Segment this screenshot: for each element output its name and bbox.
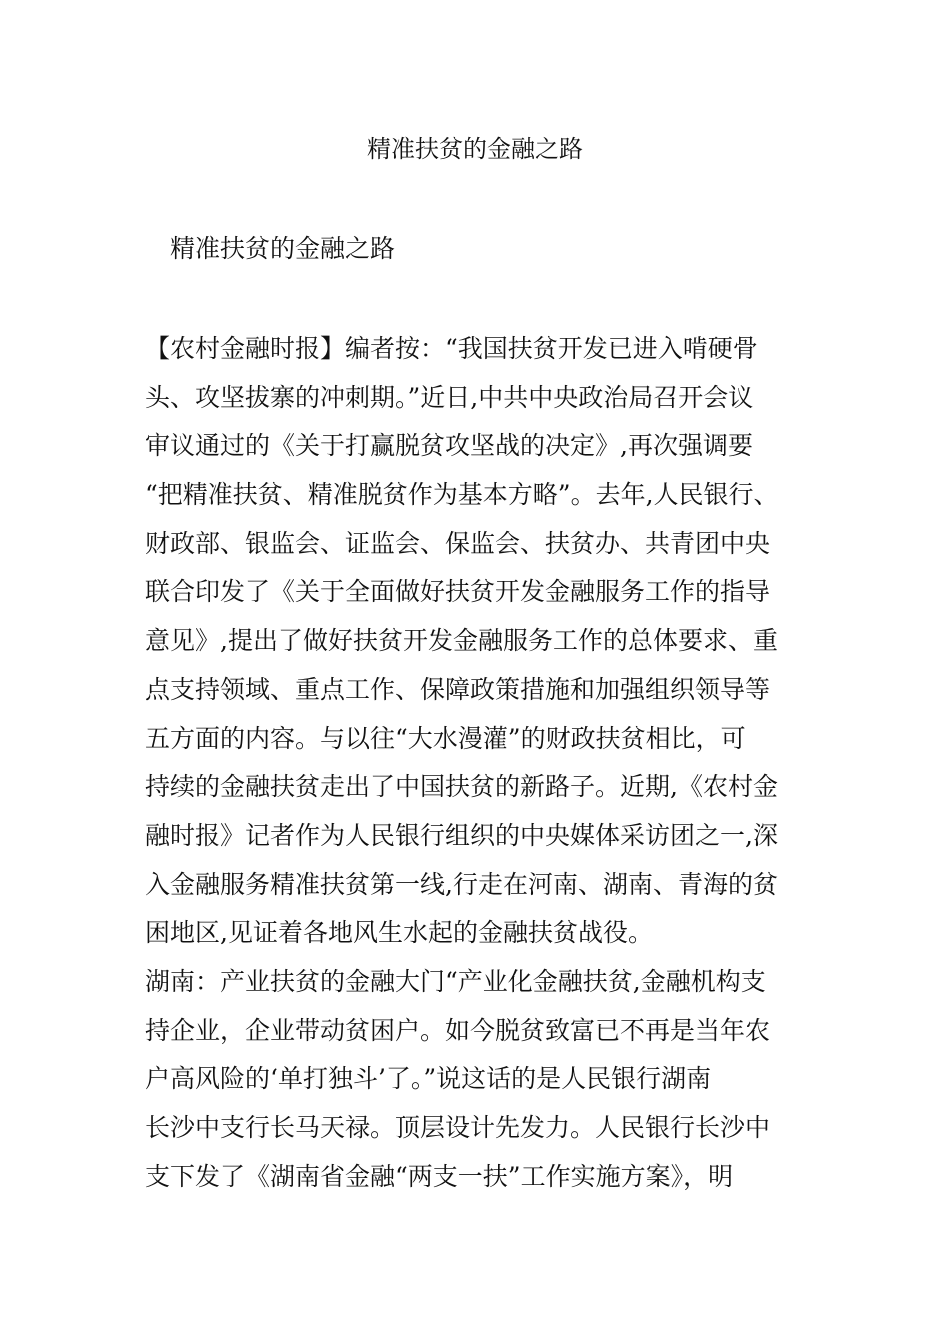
- body-text-line: 点支持领域、重点工作、保障政策措施和加强组织领导等: [145, 674, 771, 704]
- body-text-line: “把精准扶贫、精准脱贫作为基本方略”。去年,人民银行、: [145, 480, 779, 510]
- body-text-line: 【农村金融时报】编者按：“我国扶贫开发已进入啃硬骨: [145, 334, 758, 363]
- body-text-line: 财政部、银监会、证监会、保监会、扶贫办、共青团中央: [145, 528, 771, 558]
- body-text-line: 五方面的内容。与以往“大水漫灌”的财政扶贫相比，可: [145, 723, 746, 753]
- body-text-line: 联合印发了《关于全面做好扶贫开发金融服务工作的指导: [145, 577, 771, 607]
- body-text-line: 入金融服务精准扶贫第一线,行走在河南、湖南、青海的贫: [145, 869, 778, 899]
- body-text-line: 持企业，企业带动贫困户。如今脱贫致富已不再是当年农: [145, 1015, 771, 1045]
- document-subtitle: 精准扶贫的金融之路: [170, 234, 396, 263]
- body-text-line: 持续的金融扶贫走出了中国扶贫的新路子。近期,《农村金: [145, 772, 778, 802]
- body-text-line: 长沙中支行长马天禄。顶层设计先发力。人民银行长沙中: [145, 1113, 771, 1142]
- body-text-line: 意见》,提出了做好扶贫开发金融服务工作的总体要求、重: [145, 626, 778, 656]
- body-text-line: 困地区,见证着各地风生水起的金融扶贫战役。: [145, 918, 653, 948]
- body-text-line: 户高风险的‘单打独斗’了。”说这话的是人民银行湖南: [145, 1064, 712, 1094]
- body-text-line: 湖南：产业扶贫的金融大门“产业化金融扶贫,金融机构支: [145, 966, 766, 996]
- document-body: [145, 332, 825, 1208]
- body-text-line: 融时报》记者作为人民银行组织的中央媒体采访团之一,深: [145, 820, 778, 850]
- body-text-line: 头、攻坚拔寨的冲刺期。”近日,中共中央政治局召开会议: [145, 382, 754, 412]
- document-title: 精准扶贫的金融之路: [367, 135, 583, 163]
- body-text-line: 支下发了《湖南省金融“两支一扶”工作实施方案》，明: [145, 1161, 734, 1191]
- body-text-line: 审议通过的《关于打赢脱贫攻坚战的决定》,再次强调要: [145, 431, 753, 461]
